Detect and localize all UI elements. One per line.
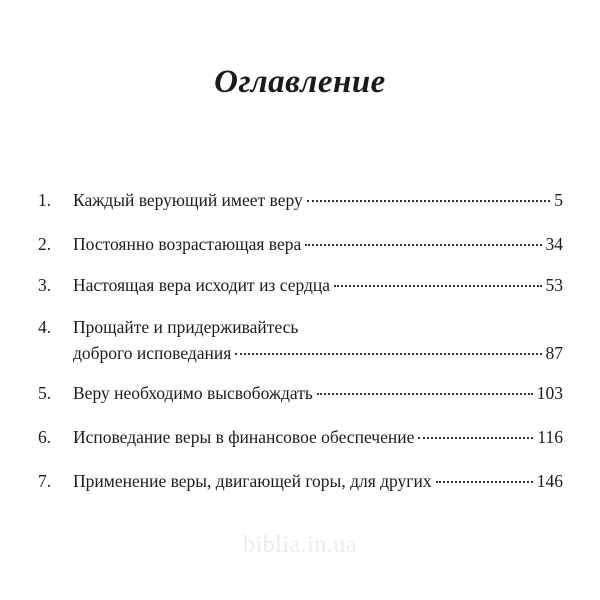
toc-entry-number: 7.: [38, 471, 52, 491]
toc-entry-number: 2.: [38, 234, 52, 254]
dot-leader: [305, 244, 541, 246]
toc-entry-number: 4.: [38, 317, 52, 337]
toc-entry-title-line1: Прощайте и придерживайтесь: [73, 317, 299, 337]
toc-entry-title: Настоящая вера исходит из сердца: [73, 275, 331, 295]
toc-entry-page: 87: [545, 343, 563, 363]
toc-entry-page: 146: [536, 471, 563, 491]
dot-leader: [235, 353, 541, 355]
toc-entry-title: Веру необходимо высвобождать: [73, 383, 313, 403]
dot-leader: [307, 200, 551, 202]
toc-entry-page: 34: [545, 234, 563, 254]
toc-entry-number: 6.: [38, 427, 52, 447]
toc-entry-title: Каждый верующий имеет веру: [73, 190, 303, 210]
toc-entry-page: 103: [536, 383, 563, 403]
dot-leader: [418, 437, 533, 439]
toc-entry-number: 5.: [38, 383, 52, 403]
toc-entry-page: 5: [554, 190, 563, 210]
toc-entry-title: Исповедание веры в финансовое обеспечение: [73, 427, 415, 447]
dot-leader: [436, 481, 533, 483]
watermark: biblia.in.ua: [243, 532, 357, 558]
toc-entry-title: Применение веры, двигающей горы, для других: [73, 471, 432, 491]
toc-entry-number: 1.: [38, 190, 52, 210]
toc-entry-number: 3.: [38, 275, 52, 295]
dot-leader: [317, 393, 533, 395]
toc-entry-page: 53: [545, 275, 563, 295]
dot-leader: [334, 285, 541, 287]
toc-entry-page: 116: [537, 427, 563, 447]
toc-entry-title: Постоянно возрастающая вера: [73, 234, 302, 254]
toc-entry-title: доброго исповедания: [73, 343, 232, 363]
page-title: Оглавление: [214, 64, 386, 100]
